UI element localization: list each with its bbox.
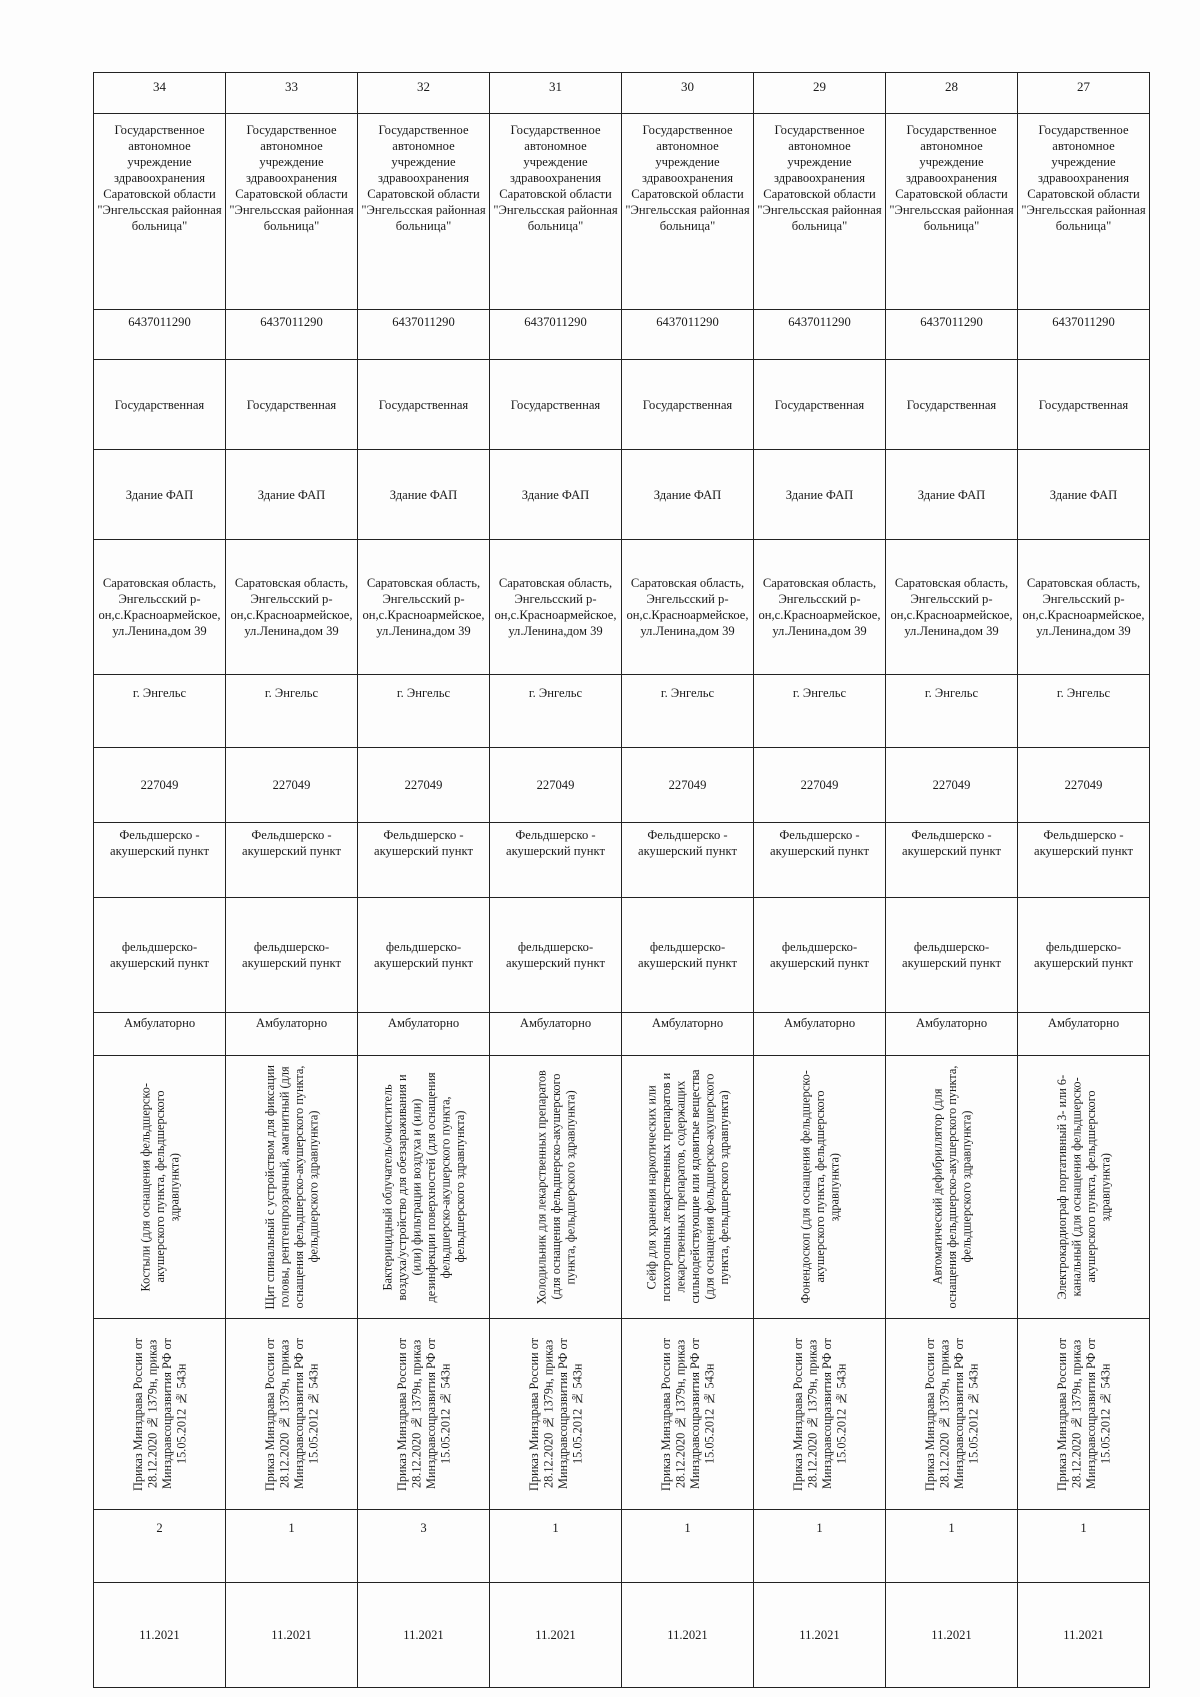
order-row <box>94 1319 1150 1510</box>
equipment-table <box>93 72 1150 1688</box>
quantity-value: 1 <box>754 1510 886 1583</box>
building-name: Здание ФАП <box>358 450 490 540</box>
order-cell <box>886 1319 1018 1510</box>
code-value: 227049 <box>358 748 490 823</box>
inn-value: 6437011290 <box>94 310 226 360</box>
unit-type: Фельдшерско - акушерский пункт <box>358 823 490 898</box>
equipment-name: Сейф для хранения наркотических или психотропных лекарственных препаратов и лекарственных препаратов, содержащих сильнодействующие или ядовитые вещества (для оснащения фельдшерско-акушерского пункта, фельдшерского здравпункта) <box>644 1070 731 1304</box>
quantity-value: 1 <box>226 1510 358 1583</box>
city-name: г. Энгельс <box>886 675 1018 748</box>
equipment-name: Автоматический дефибриллятор (для оснащения фельдшерско-акушерского пункта, фельдшерского здравпункта) <box>929 1065 973 1309</box>
city-name: г. Энгельс <box>358 675 490 748</box>
order-cell <box>622 1319 754 1510</box>
date-row <box>94 1583 1150 1688</box>
equipment-name: Бактерицидный облучатель/очиститель воздуха/устройство для обеззараживания и (или) фильтрации воздуха и (или) дезинфекции поверхностей (для оснащения фельдшерско-акушерского пункта, фельдшерского здравпункта) <box>380 1071 467 1303</box>
city-name: г. Энгельс <box>94 675 226 748</box>
organization-name: Государственное автономное учреждение здравоохранения Саратовской области "Энгельсская районная больница" <box>886 114 1018 310</box>
unit-profile: фельдшерско-акушерский пункт <box>226 898 358 1013</box>
column-number: 29 <box>754 73 886 114</box>
care-conditions: Амбулаторно <box>754 1013 886 1056</box>
care-conditions: Амбулаторно <box>94 1013 226 1056</box>
unit-profile: фельдшерско-акушерский пункт <box>622 898 754 1013</box>
inn-value: 6437011290 <box>490 310 622 360</box>
date-value: 11.2021 <box>226 1583 358 1688</box>
quantity-value: 1 <box>1018 1510 1150 1583</box>
column-number: 32 <box>358 73 490 114</box>
unit-profile: фельдшерско-акушерский пункт <box>94 898 226 1013</box>
organization-name: Государственное автономное учреждение здравоохранения Саратовской области "Энгельсская районная больница" <box>622 114 754 310</box>
unit-type: Фельдшерско - акушерский пункт <box>754 823 886 898</box>
building-name: Здание ФАП <box>94 450 226 540</box>
care-conditions: Амбулаторно <box>226 1013 358 1056</box>
city-name: г. Энгельс <box>490 675 622 748</box>
building-name: Здание ФАП <box>1018 450 1150 540</box>
date-value: 11.2021 <box>94 1583 226 1688</box>
date-value: 11.2021 <box>1018 1583 1150 1688</box>
date-value: 11.2021 <box>754 1583 886 1688</box>
equipment-cell <box>490 1056 622 1319</box>
address-text: Саратовская область, Энгельсский р-он,с.Красноармейское,ул.Ленина,дом 39 <box>1018 540 1150 675</box>
organization-name: Государственное автономное учреждение здравоохранения Саратовской области "Энгельсская районная больница" <box>490 114 622 310</box>
order-reference: Приказ Минздрава России от 28.12.2020 № 1379н, приказ Минздравсоцразвития РФ от 15.05.2012 № 543н <box>130 1337 188 1491</box>
ownership-form: Государственная <box>94 360 226 450</box>
code-value: 227049 <box>886 748 1018 823</box>
order-reference: Приказ Минздрава России от 28.12.2020 № 1379н, приказ Минздравсоцразвития РФ от 15.05.2012 № 543н <box>394 1337 452 1491</box>
address-row <box>94 540 1150 675</box>
address-text: Саратовская область, Энгельсский р-он,с.Красноармейское,ул.Ленина,дом 39 <box>622 540 754 675</box>
care-conditions: Амбулаторно <box>490 1013 622 1056</box>
ownership-row <box>94 360 1150 450</box>
unit-profile: фельдшерско-акушерский пункт <box>358 898 490 1013</box>
unit-type: Фельдшерско - акушерский пункт <box>490 823 622 898</box>
order-cell <box>358 1319 490 1510</box>
column-number: 28 <box>886 73 1018 114</box>
address-text: Саратовская область, Энгельсский р-он,с.Красноармейское,ул.Ленина,дом 39 <box>490 540 622 675</box>
equipment-cell <box>94 1056 226 1319</box>
quantity-value: 1 <box>622 1510 754 1583</box>
inn-value: 6437011290 <box>1018 310 1150 360</box>
order-cell <box>226 1319 358 1510</box>
order-reference: Приказ Минздрава России от 28.12.2020 № 1379н, приказ Минздравсоцразвития РФ от 15.05.2012 № 543н <box>790 1337 848 1491</box>
unit-profile: фельдшерско-акушерский пункт <box>754 898 886 1013</box>
quantity-value: 1 <box>490 1510 622 1583</box>
unit-type: Фельдшерско - акушерский пункт <box>94 823 226 898</box>
building-name: Здание ФАП <box>754 450 886 540</box>
ownership-form: Государственная <box>1018 360 1150 450</box>
building-row <box>94 450 1150 540</box>
column-number: 31 <box>490 73 622 114</box>
inn-value: 6437011290 <box>226 310 358 360</box>
equipment-name: Холодильник для лекарственных препаратов (для оснащения фельдшерско-акушерского пункта, фельдшерского здравпункта) <box>533 1069 577 1305</box>
organization-name: Государственное автономное учреждение здравоохранения Саратовской области "Энгельсская районная больница" <box>226 114 358 310</box>
quantity-value: 1 <box>886 1510 1018 1583</box>
quantity-value: 2 <box>94 1510 226 1583</box>
equipment-name: Щит спинальный с устройством для фиксации головы, рентгенпрозрачный, амагнитный (для оснащения фельдшерско-акушерского пункта, фельдшерского здравпункта) <box>262 1064 320 1310</box>
equipment-cell <box>754 1056 886 1319</box>
city-name: г. Энгельс <box>754 675 886 748</box>
equipment-name: Фонендоскоп (для оснащения фельдшерско-акушерского пункта, фельдшерского здравпункта) <box>797 1070 841 1304</box>
building-name: Здание ФАП <box>226 450 358 540</box>
code-row <box>94 748 1150 823</box>
order-cell <box>754 1319 886 1510</box>
care-conditions: Амбулаторно <box>358 1013 490 1056</box>
code-value: 227049 <box>490 748 622 823</box>
column-number: 33 <box>226 73 358 114</box>
equipment-cell <box>622 1056 754 1319</box>
equipment-name: Костыли (для оснащения фельдшерско-акушерского пункта, фельдшерского здравпункта) <box>137 1082 181 1292</box>
unit-profile: фельдшерско-акушерский пункт <box>1018 898 1150 1013</box>
equipment-cell <box>886 1056 1018 1319</box>
unit-type: Фельдшерско - акушерский пункт <box>622 823 754 898</box>
column-number: 30 <box>622 73 754 114</box>
building-name: Здание ФАП <box>490 450 622 540</box>
order-reference: Приказ Минздрава России от 28.12.2020 № 1379н, приказ Минздравсоцразвития РФ от 15.05.2012 № 543н <box>1054 1337 1112 1491</box>
inn-value: 6437011290 <box>358 310 490 360</box>
date-value: 11.2021 <box>490 1583 622 1688</box>
date-value: 11.2021 <box>886 1583 1018 1688</box>
address-text: Саратовская область, Энгельсский р-он,с.Красноармейское,ул.Ленина,дом 39 <box>226 540 358 675</box>
address-text: Саратовская область, Энгельсский р-он,с.Красноармейское,ул.Ленина,дом 39 <box>886 540 1018 675</box>
date-value: 11.2021 <box>622 1583 754 1688</box>
order-reference: Приказ Минздрава России от 28.12.2020 № 1379н, приказ Минздравсоцразвития РФ от 15.05.2012 № 543н <box>262 1337 320 1491</box>
equipment-cell <box>1018 1056 1150 1319</box>
unit-type-row <box>94 823 1150 898</box>
conditions-row <box>94 1013 1150 1056</box>
care-conditions: Амбулаторно <box>1018 1013 1150 1056</box>
building-name: Здание ФАП <box>622 450 754 540</box>
organization-name: Государственное автономное учреждение здравоохранения Саратовской области "Энгельсская районная больница" <box>94 114 226 310</box>
city-name: г. Энгельс <box>622 675 754 748</box>
order-reference: Приказ Минздрава России от 28.12.2020 № 1379н, приказ Минздравсоцразвития РФ от 15.05.2012 № 543н <box>922 1337 980 1491</box>
code-value: 227049 <box>226 748 358 823</box>
unit-profile: фельдшерско-акушерский пункт <box>490 898 622 1013</box>
order-reference: Приказ Минздрава России от 28.12.2020 № 1379н, приказ Минздравсоцразвития РФ от 15.05.2012 № 543н <box>526 1337 584 1491</box>
equipment-row <box>94 1056 1150 1319</box>
quantity-row <box>94 1510 1150 1583</box>
code-value: 227049 <box>1018 748 1150 823</box>
city-name: г. Энгельс <box>1018 675 1150 748</box>
ownership-form: Государственная <box>886 360 1018 450</box>
city-row <box>94 675 1150 748</box>
ownership-form: Государственная <box>490 360 622 450</box>
date-value: 11.2021 <box>358 1583 490 1688</box>
unit-type: Фельдшерско - акушерский пункт <box>1018 823 1150 898</box>
column-number: 34 <box>94 73 226 114</box>
organization-name: Государственное автономное учреждение здравоохранения Саратовской области "Энгельсская районная больница" <box>754 114 886 310</box>
inn-value: 6437011290 <box>754 310 886 360</box>
inn-row <box>94 310 1150 360</box>
building-name: Здание ФАП <box>886 450 1018 540</box>
organization-name: Государственное автономное учреждение здравоохранения Саратовской области "Энгельсская районная больница" <box>358 114 490 310</box>
ownership-form: Государственная <box>226 360 358 450</box>
address-text: Саратовская область, Энгельсский р-он,с.Красноармейское,ул.Ленина,дом 39 <box>754 540 886 675</box>
order-cell <box>1018 1319 1150 1510</box>
unit-profile: фельдшерско-акушерский пункт <box>886 898 1018 1013</box>
order-cell <box>490 1319 622 1510</box>
unit-type: Фельдшерско - акушерский пункт <box>886 823 1018 898</box>
code-value: 227049 <box>94 748 226 823</box>
order-reference: Приказ Минздрава России от 28.12.2020 № 1379н, приказ Минздравсоцразвития РФ от 15.05.2012 № 543н <box>658 1337 716 1491</box>
ownership-form: Государственная <box>622 360 754 450</box>
care-conditions: Амбулаторно <box>886 1013 1018 1056</box>
order-cell <box>94 1319 226 1510</box>
code-value: 227049 <box>754 748 886 823</box>
column-number: 27 <box>1018 73 1150 114</box>
organization-name: Государственное автономное учреждение здравоохранения Саратовской области "Энгельсская районная больница" <box>1018 114 1150 310</box>
ownership-form: Государственная <box>754 360 886 450</box>
quantity-value: 3 <box>358 1510 490 1583</box>
code-value: 227049 <box>622 748 754 823</box>
care-conditions: Амбулаторно <box>622 1013 754 1056</box>
inn-value: 6437011290 <box>622 310 754 360</box>
profile-row <box>94 898 1150 1013</box>
column-number-row <box>94 73 1150 114</box>
address-text: Саратовская область, Энгельсский р-он,с.Красноармейское,ул.Ленина,дом 39 <box>358 540 490 675</box>
organization-row <box>94 114 1150 310</box>
city-name: г. Энгельс <box>226 675 358 748</box>
equipment-name: Электрокардиограф портативный 3- или 6-канальный (для оснащения фельдшерско-акушерского пункта, фельдшерского здравпункта) <box>1054 1074 1112 1300</box>
unit-type: Фельдшерско - акушерский пункт <box>226 823 358 898</box>
address-text: Саратовская область, Энгельсский р-он,с.Красноармейское,ул.Ленина,дом 39 <box>94 540 226 675</box>
equipment-cell <box>226 1056 358 1319</box>
inn-value: 6437011290 <box>886 310 1018 360</box>
equipment-cell <box>358 1056 490 1319</box>
ownership-form: Государственная <box>358 360 490 450</box>
